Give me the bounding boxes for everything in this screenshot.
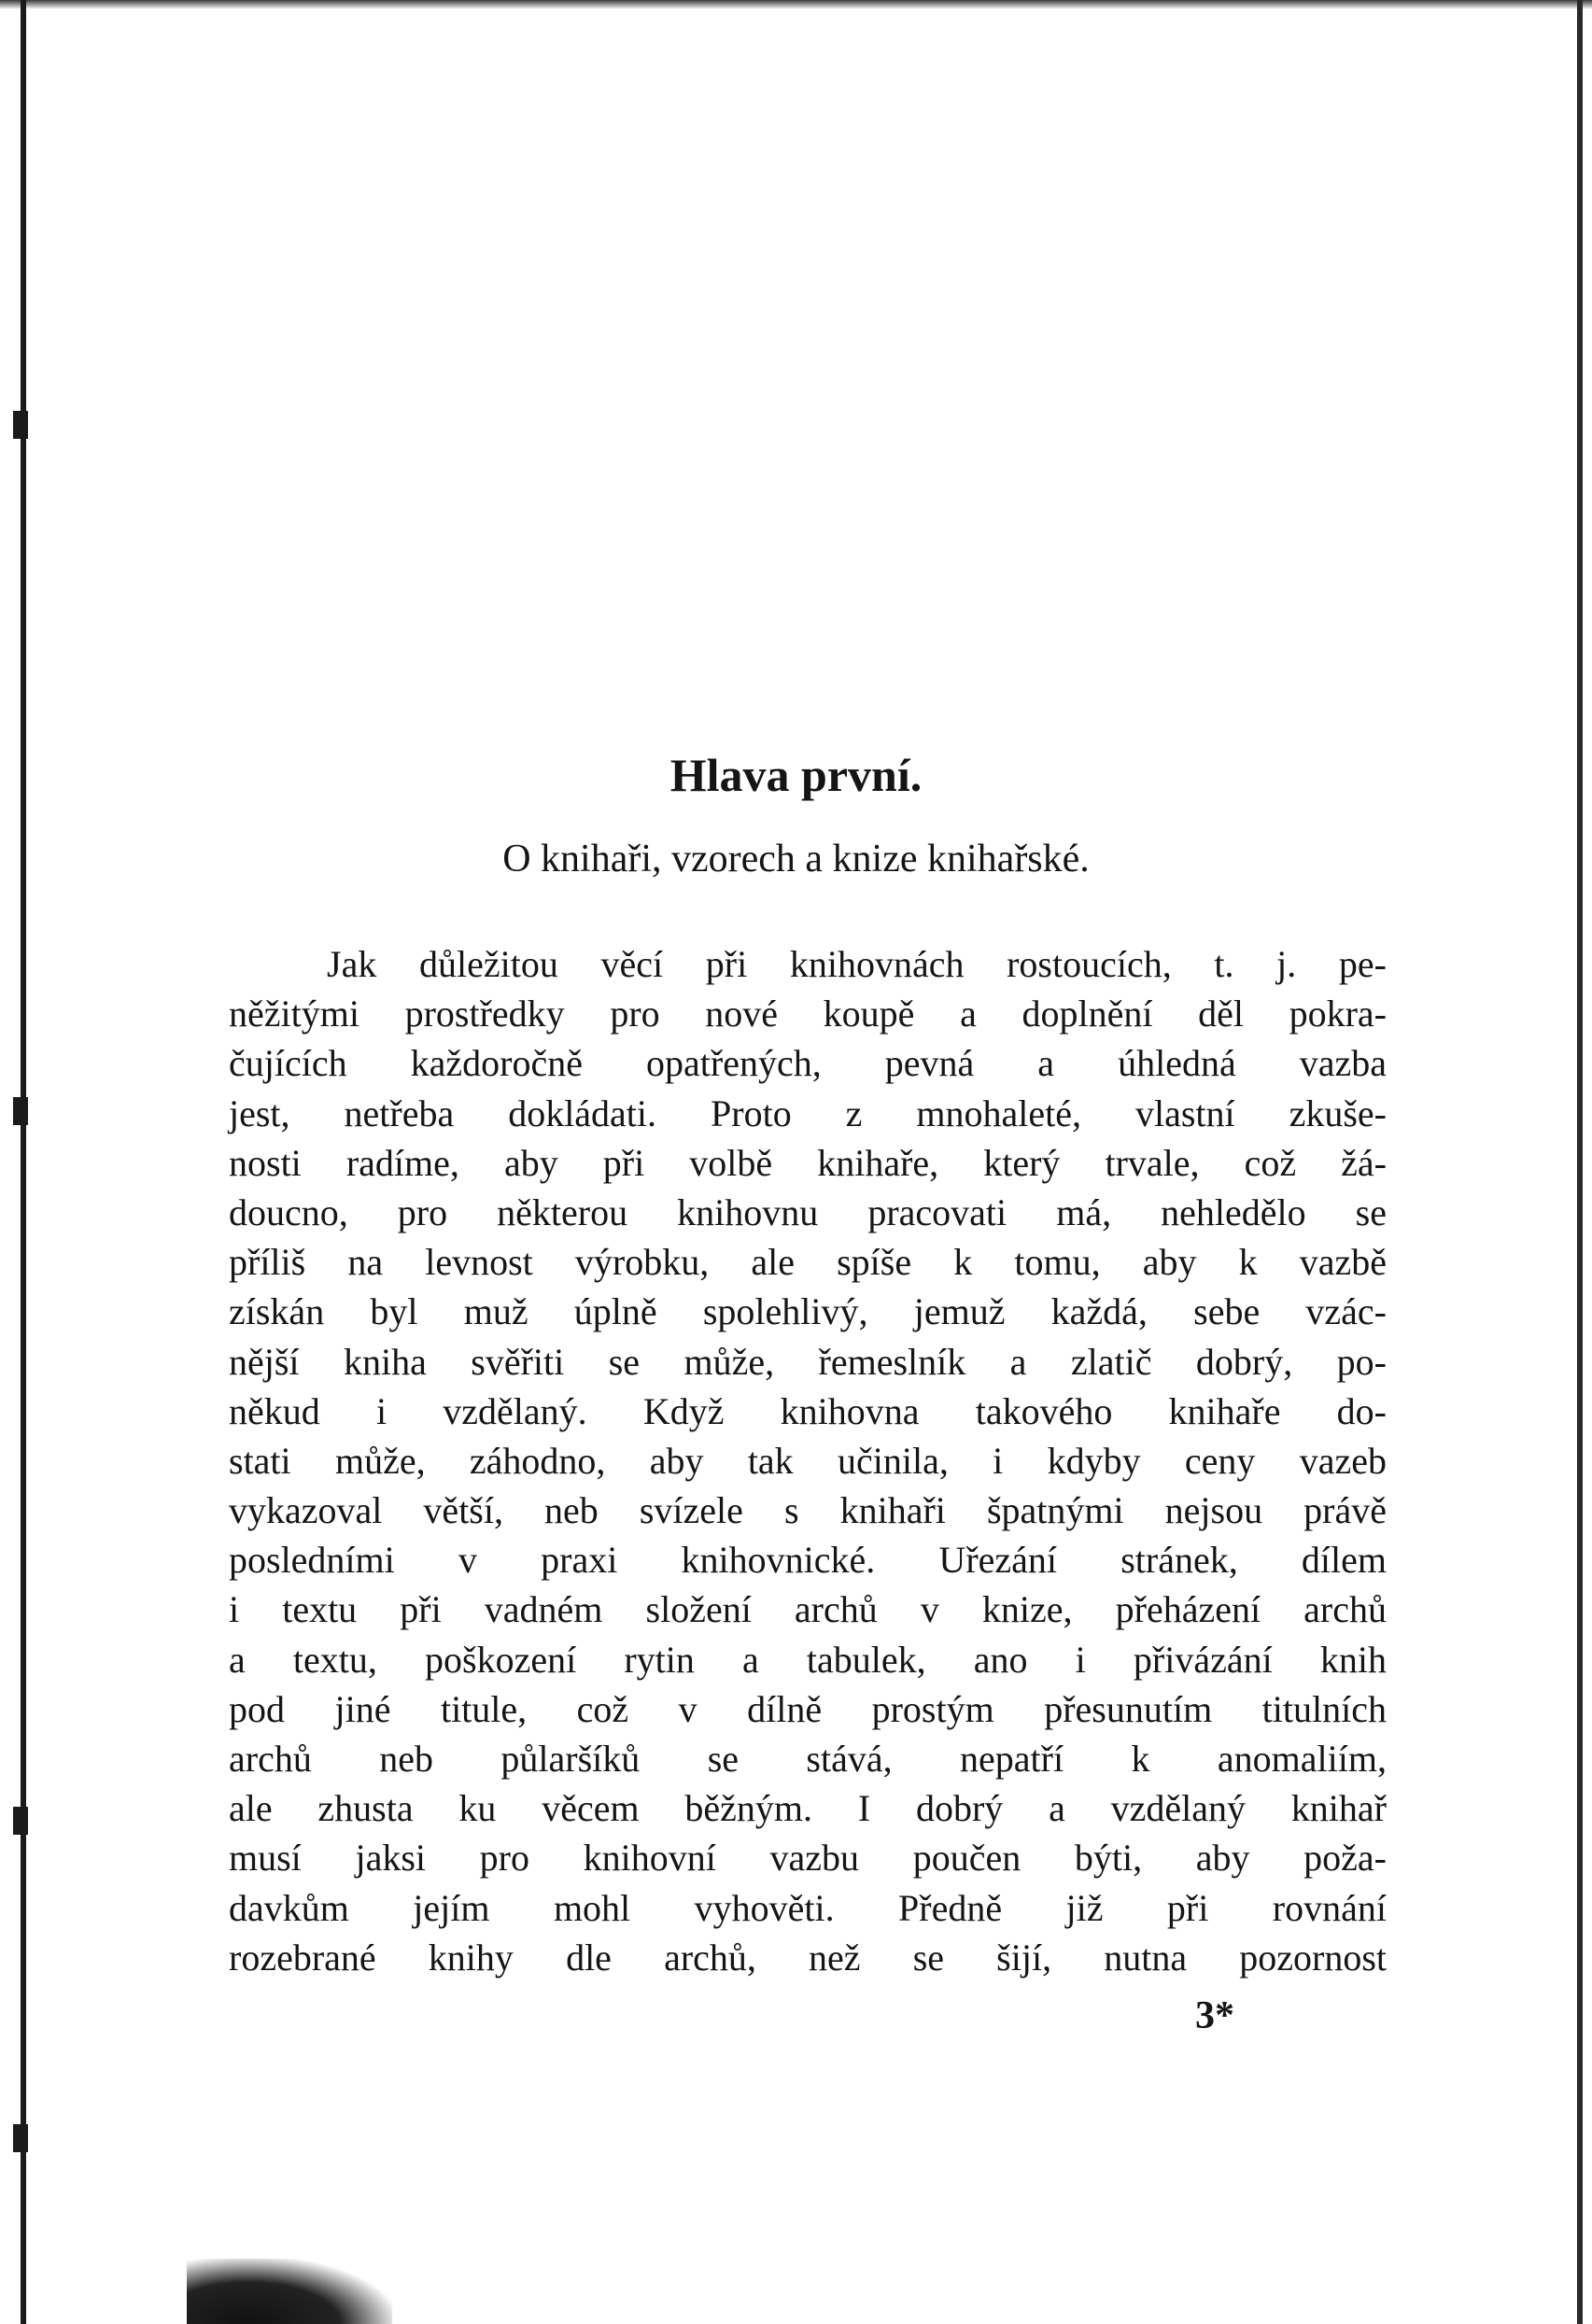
scan-edge-notch [13, 1097, 28, 1125]
text-line: posledními v praxi knihovnické. Uřezání stránek, dílem [229, 1539, 1387, 1582]
scan-smudge [187, 2259, 392, 2324]
text-line: i textu při vadném složení archů v knize, přeházení archů [229, 1588, 1387, 1631]
scan-edge-notch [13, 411, 28, 439]
scan-edge-notch [13, 2124, 28, 2152]
text-line: rozebrané knihy dle archů, než se šijí, nutna pozornost [229, 1936, 1387, 1979]
text-line: získán byl muž úplně spolehlivý, jemuž každá, sebe vzác- [229, 1290, 1387, 1333]
text-line: jest, netřeba dokládati. Proto z mnohaleté, vlastní zkuše- [229, 1092, 1387, 1134]
text-line: čujících každoročně opatřených, pevná a úhledná vazba [229, 1042, 1387, 1085]
text-line: nější kniha svěřiti se může, řemeslník a zlatič dobrý, po- [229, 1340, 1387, 1383]
text-line: pod jiné titule, což v dílně prostým přesunutím titulních [229, 1687, 1387, 1730]
text-line: a textu, poškození rytin a tabulek, ano i přivázání knih [229, 1638, 1387, 1681]
scan-edge-top [0, 0, 1592, 9]
text-line: stati může, záhodno, aby tak učinila, i kdyby ceny vazeb [229, 1439, 1387, 1482]
text-line: davkům jejím mohl vyhověti. Předně již při rovnání [229, 1886, 1387, 1929]
text-line: Jak důležitou věcí při knihovnách rostoucích, t. j. pe- [327, 943, 1387, 985]
text-line: archů neb půlaršíků se stává, nepatří k anomaliím, [229, 1738, 1387, 1780]
signature-mark: 3* [1195, 1994, 1234, 2037]
body-paragraph [229, 939, 1387, 1982]
scan-edge-right [1577, 0, 1583, 2324]
scan-edge-left [21, 0, 26, 2324]
text-line: nosti radíme, aby při volbě knihaře, který trvale, což žá- [229, 1141, 1387, 1184]
text-line: něžitými prostředky pro nové koupě a doplnění děl pokra- [229, 993, 1387, 1035]
text-line: někud i vzdělaný. Když knihovna takového knihaře do- [229, 1389, 1387, 1432]
text-line: ale zhusta ku věcem běžným. I dobrý a vzdělaný knihař [229, 1787, 1387, 1830]
text-line: doucno, pro některou knihovnu pracovati má, nehledělo se [229, 1190, 1387, 1233]
scan-edge-notch [13, 1807, 28, 1835]
text-line: vykazoval větší, neb svízele s knihaři špatnými nejsou právě [229, 1489, 1387, 1532]
text-line: příliš na levnost výrobku, ale spíše k tomu, aby k vazbě [229, 1241, 1387, 1284]
text-line: musí jaksi pro knihovní vazbu poučen býti, aby poža- [229, 1837, 1387, 1880]
chapter-subtitle: O knihaři, vzorech a knize knihařské. [502, 838, 1090, 880]
chapter-heading: Hlava první. [669, 749, 923, 801]
